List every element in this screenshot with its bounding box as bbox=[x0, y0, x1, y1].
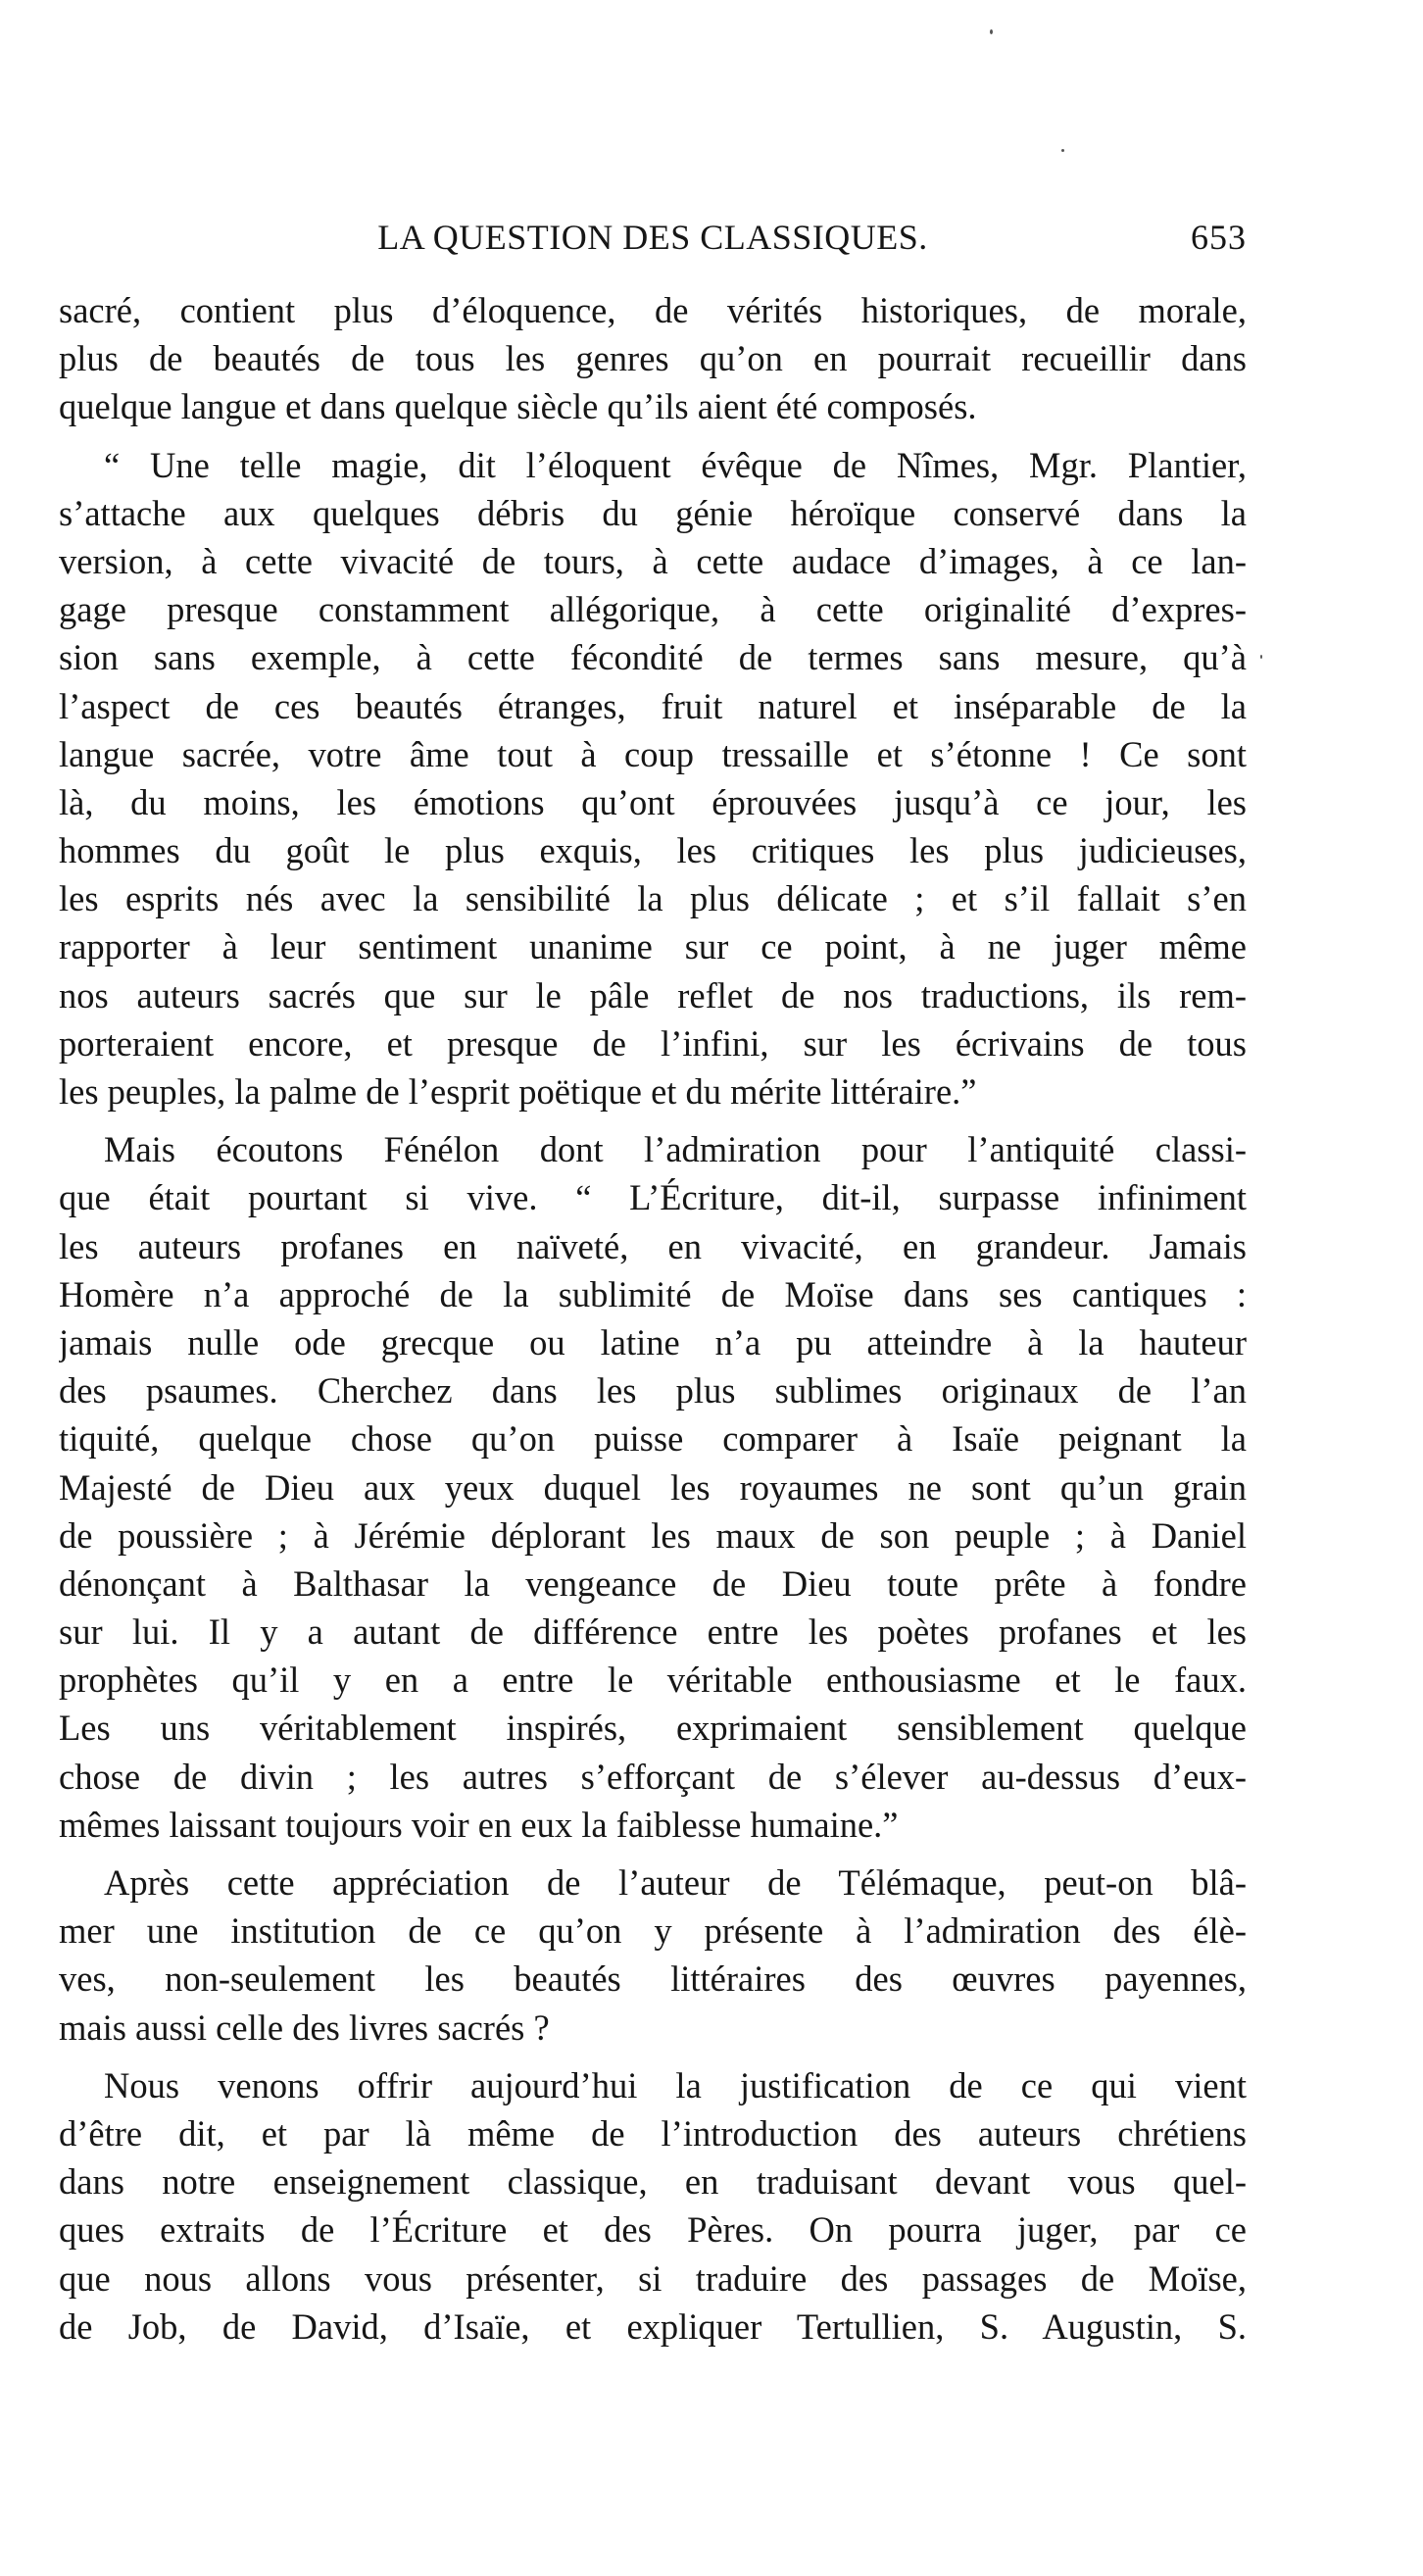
text-line: dans notre enseignement classique, en traduisant devant vous quel- bbox=[59, 2161, 1247, 2203]
text-line: les auteurs profanes en naïveté, en vivacité, en grandeur. Jamais bbox=[59, 1225, 1247, 1266]
text-line: Mais écoutons Fénélon dont l’admiration pour l’antiquité classi- bbox=[104, 1129, 1247, 1170]
text-line: les peuples, la palme de l’esprit poëtique et du mérite littéraire.” bbox=[59, 1071, 977, 1112]
text-line: rapporter à leur sentiment unanime sur ce point, à ne juger même bbox=[59, 926, 1247, 967]
paragraph bbox=[59, 441, 1247, 1116]
text-line: là, du moins, les émotions qu’ont éprouvées jusqu’à ce jour, les bbox=[59, 781, 1247, 822]
text-line: langue sacrée, votre âme tout à coup tressaille et s’étonne ! Ce sont bbox=[59, 733, 1247, 774]
text-line: sacré, contient plus d’éloquence, de vérités historiques, de morale, bbox=[59, 290, 1247, 330]
text-line: “ Une telle magie, dit l’éloquent évêque de Nîmes, Mgr. Plantier, bbox=[104, 444, 1247, 485]
text-line: Les uns véritablement inspirés, exprimaient sensiblement quelque bbox=[59, 1708, 1247, 1749]
text-line: mêmes laissant toujours voir en eux la faiblesse humaine.” bbox=[59, 1804, 899, 1845]
paragraph bbox=[59, 2061, 1247, 2351]
text-line: Majesté de Dieu aux yeux duquel les royaumes ne sont qu’un grain bbox=[59, 1466, 1247, 1508]
page-number: 653 bbox=[1191, 218, 1247, 257]
text-line: tiquité, quelque chose qu’on puisse comparer à Isaïe peignant la bbox=[59, 1418, 1247, 1460]
text-line: Après cette appréciation de l’auteur de Télémaque, peut-on blâ- bbox=[104, 1862, 1247, 1903]
text-line: chose de divin ; les autres s’efforçant de s’élever au-dessus d’eux- bbox=[59, 1756, 1247, 1797]
text-line: de poussière ; à Jérémie déplorant les maux de son peuple ; à Daniel bbox=[59, 1514, 1247, 1556]
text-line: mer une institution de ce qu’on y présente à l’admiration des élè- bbox=[59, 1910, 1247, 1952]
text-line: s’attache aux quelques débris du génie héroïque conservé dans la bbox=[59, 492, 1247, 533]
text-line: que était pourtant si vive. “ L’Écriture, dit-il, surpasse infiniment bbox=[59, 1177, 1247, 1218]
text-line: les esprits nés avec la sensibilité la plus délicate ; et s’il fallait s’en bbox=[59, 878, 1247, 919]
text-line: sion sans exemple, à cette fécondité de termes sans mesure, qu’à bbox=[59, 637, 1247, 678]
running-header bbox=[59, 210, 1247, 265]
text-line: jamais nulle ode grecque ou latine n’a pu atteindre à la hauteur bbox=[59, 1321, 1247, 1362]
text-line: dénonçant à Balthasar la vengeance de Dieu toute prête à fondre bbox=[59, 1562, 1247, 1604]
text-line: Homère n’a approché de la sublimité de Moïse dans ses cantiques : bbox=[59, 1273, 1247, 1314]
text-line: quelque langue et dans quelque siècle qu’ils aient été composés. bbox=[59, 386, 977, 427]
print-speck bbox=[1061, 149, 1064, 152]
text-line: des psaumes. Cherchez dans les plus sublimes originaux de l’an bbox=[59, 1370, 1247, 1412]
print-speck bbox=[1260, 655, 1262, 659]
text-line: l’aspect de ces beautés étranges, fruit naturel et inséparable de la bbox=[59, 685, 1247, 726]
text-line: gage presque constamment allégorique, à cette originalité d’expres- bbox=[59, 589, 1247, 630]
paragraph bbox=[59, 1858, 1247, 2052]
print-speck bbox=[990, 29, 993, 34]
text-line: version, à cette vivacité de tours, à cette audace d’images, à ce lan- bbox=[59, 540, 1247, 581]
text-line: porteraient encore, et presque de l’infini, sur les écrivains de tous bbox=[59, 1022, 1247, 1064]
text-line: ques extraits de l’Écriture et des Pères. On pourra juger, par ce bbox=[59, 2209, 1247, 2251]
running-title: LA QUESTION DES CLASSIQUES. bbox=[377, 218, 928, 257]
text-line: d’être dit, et par là même de l’introduction des auteurs chrétiens bbox=[59, 2112, 1247, 2154]
paragraph bbox=[59, 286, 1247, 431]
text-line: de Job, de David, d’Isaïe, et expliquer Tertullien, S. Augustin, S. bbox=[59, 2305, 1247, 2347]
paragraph bbox=[59, 1125, 1247, 1849]
text-line: mais aussi celle des livres sacrés ? bbox=[59, 2006, 550, 2048]
text-line: sur lui. Il y a autant de différence entre les poètes profanes et les bbox=[59, 1611, 1247, 1653]
body-text bbox=[59, 286, 1247, 2360]
text-line: plus de beautés de tous les genres qu’on en pourrait recueillir dans bbox=[59, 338, 1247, 379]
text-line: nos auteurs sacrés que sur le pâle reflet de nos traductions, ils rem- bbox=[59, 974, 1247, 1016]
text-line: hommes du goût le plus exquis, les critiques les plus judicieuses, bbox=[59, 830, 1247, 871]
text-line: ves, non-seulement les beautés littéraires des œuvres payennes, bbox=[59, 1958, 1247, 2000]
text-line: que nous allons vous présenter, si traduire des passages de Moïse, bbox=[59, 2257, 1247, 2299]
text-line: Nous venons offrir aujourd’hui la justification de ce qui vient bbox=[104, 2064, 1247, 2105]
text-line: prophètes qu’il y en a entre le véritable enthousiasme et le faux. bbox=[59, 1660, 1247, 1701]
